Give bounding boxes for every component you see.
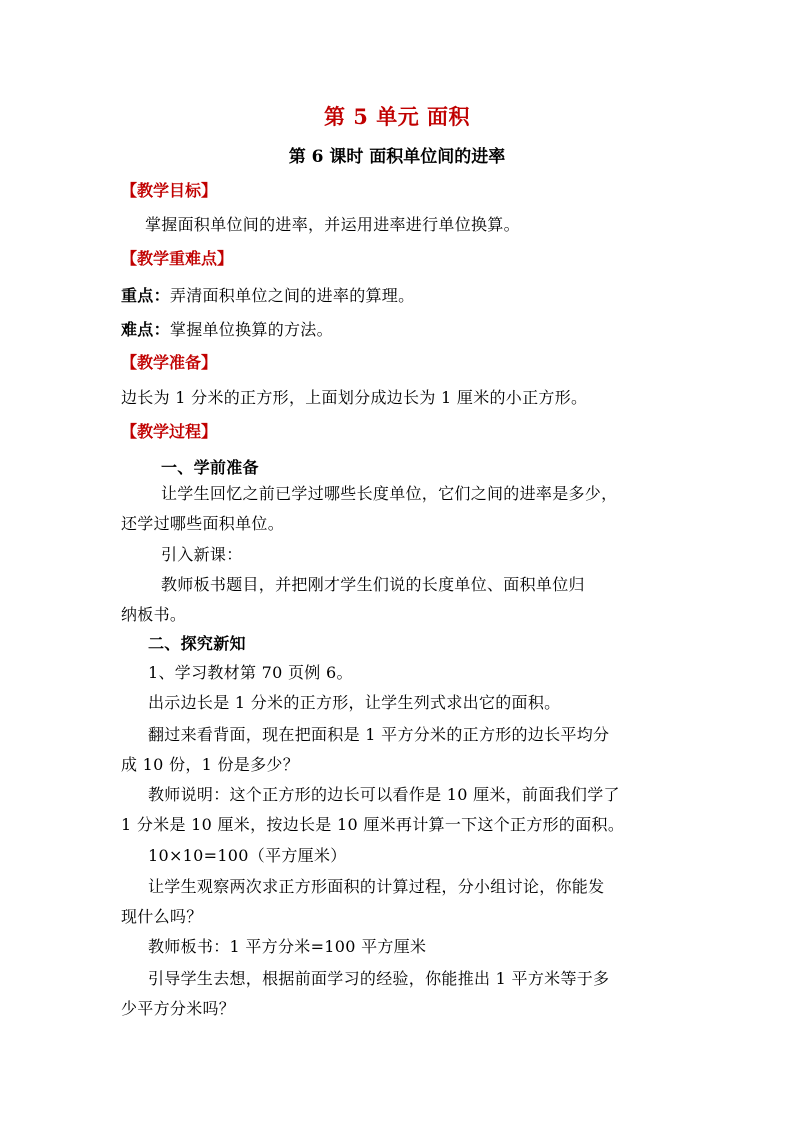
preparation-text: 边长为 1 分米的正方形，上面划分成边长为 1 厘米的小正方形。	[121, 388, 588, 407]
process-heading: 【教学过程】	[121, 422, 218, 441]
paragraph-line: 出示边长是 1 分米的正方形，让学生列式求出它的面积。	[148, 693, 561, 712]
paragraph-line: 让学生观察两次求正方形面积的计算过程，分小组讨论，你能发	[148, 877, 605, 896]
objectives-heading: 【教学目标】	[121, 181, 218, 200]
paragraph-line: 纳板书。	[121, 605, 187, 624]
lesson-title: 第 6 课时 面积单位间的进率	[288, 147, 506, 167]
paragraph-line: 1 分米是 10 厘米，按边长是 10 厘米再计算一下这个正方形的面积。	[121, 815, 625, 834]
paragraph-line: 教师板书：1 平方分米=100 平方厘米	[148, 937, 427, 956]
part1-title: 一、学前准备	[161, 458, 259, 477]
paragraph-line: 1、学习教材第 70 页例 6。	[148, 663, 353, 682]
difficulty-label: 难点：	[121, 320, 170, 339]
key-points-heading: 【教学重难点】	[121, 249, 234, 268]
objectives-text: 掌握面积单位间的进率，并运用进率进行单位换算。	[145, 215, 520, 234]
formula-line: 10×10=100（平方厘米）	[148, 846, 347, 865]
paragraph-line: 引导学生去想，根据前面学习的经验，你能推出 1 平方米等于多	[148, 969, 610, 988]
unit-title: 第 5 单元 面积	[323, 104, 471, 129]
paragraph-line: 教师说明：这个正方形的边长可以看作是 10 厘米，前面我们学了	[148, 785, 620, 804]
paragraph-line: 少平方分米吗？	[121, 999, 236, 1018]
difficulty-text: 掌握单位换算的方法。	[169, 320, 333, 339]
paragraph-line: 翻过来看背面，现在把面积是 1 平方分米的正方形的边长平均分	[148, 725, 610, 744]
part2-title: 二、探究新知	[148, 634, 246, 653]
paragraph-line: 教师板书题目，并把刚才学生们说的长度单位、面积单位归	[161, 575, 585, 594]
key-point-line	[121, 283, 414, 306]
paragraph-line: 引入新课：	[161, 545, 243, 564]
difficulty-line	[121, 317, 333, 340]
paragraph-line: 还学过哪些面积单位。	[121, 514, 285, 533]
key-point-label: 重点：	[121, 286, 170, 305]
paragraph-line: 成 10 份，1 份是多少？	[121, 755, 299, 774]
key-point-text: 弄清面积单位之间的进率的算理。	[169, 286, 415, 305]
preparation-heading: 【教学准备】	[121, 353, 218, 372]
paragraph-line: 让学生回忆之前已学过哪些长度单位，它们之间的进率是多少，	[161, 484, 618, 503]
paragraph-line: 现什么吗？	[121, 907, 203, 926]
